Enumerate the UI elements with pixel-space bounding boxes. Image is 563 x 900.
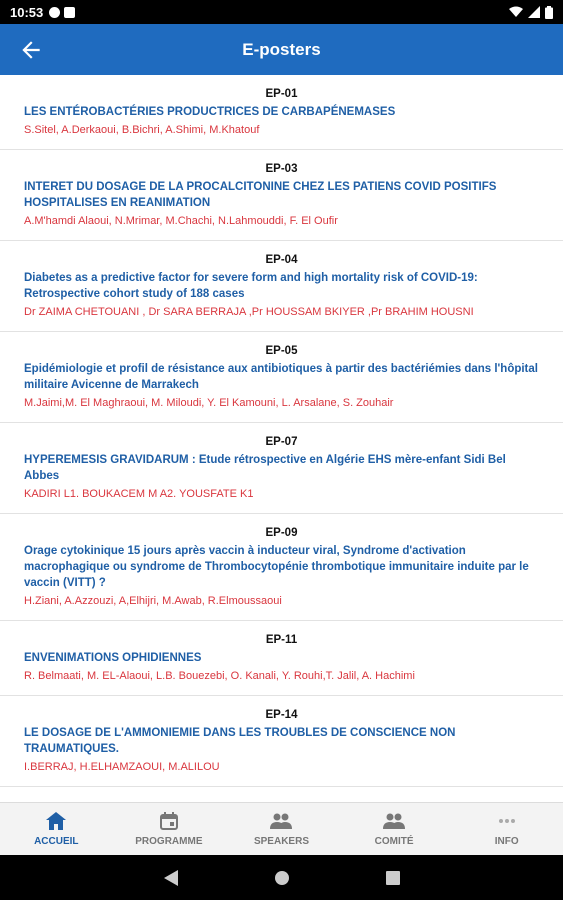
poster-title: LE DOSAGE DE L'AMMONIEMIE DANS LES TROUBLES DE CONSCIENCE NON TRAUMATIQUES. [24, 727, 456, 755]
poster-list[interactable] [0, 75, 563, 802]
poster-code: EP-01 [265, 88, 298, 100]
app-bar [0, 24, 563, 75]
poster-authors: KADIRI L1. BOUKACEM M A2. YOUSFATE K1 [24, 488, 254, 500]
people-icon [270, 811, 292, 831]
nav-label: INFO [494, 836, 519, 847]
nav-programme[interactable] [113, 803, 226, 855]
poster-authors: S.Sitel, A.Derkaoui, B.Bichri, A.Shimi, M.Khatouf [24, 124, 260, 136]
nav-label: PROGRAMME [135, 836, 203, 847]
poster-item[interactable] [0, 241, 563, 332]
poster-title: Diabetes as a predictive factor for severe form and high mortality risk of COVID-19: Retrospective cohort study of 188 cases [24, 272, 478, 300]
poster-code: EP-03 [265, 163, 298, 175]
home-icon [45, 811, 67, 831]
calendar-icon [158, 811, 180, 831]
nav-label: SPEAKERS [253, 836, 309, 847]
nav-speakers[interactable] [225, 803, 338, 855]
poster-item[interactable] [0, 514, 563, 621]
poster-code: EP-14 [265, 709, 298, 721]
battery-icon [545, 6, 553, 19]
poster-title: INTERET DU DOSAGE DE LA PROCALCITONINE CHEZ LES PATIENS COVID POSITIFS HOSPITALISES EN REANIMATION [24, 181, 497, 209]
page-title: E-posters [242, 39, 321, 59]
poster-code: EP-11 [265, 634, 298, 646]
poster-title: Orage cytokinique 15 jours après vaccin à inducteur viral, Syndrome d'activation macrophagique ou syndrome de Thrombocytopénie thrombotique immunitaire induite par le vaccin (VITT) ? [24, 545, 529, 589]
storage-notification-icon [64, 7, 75, 18]
back-triangle-icon[interactable] [164, 870, 178, 886]
poster-code: EP-05 [265, 345, 298, 357]
more-icon [496, 811, 518, 831]
poster-item[interactable] [0, 621, 563, 696]
poster-authors: R. Belmaati, M. EL-Alaoui, L.B. Bouezebi, O. Kanali, Y. Rouhi,T. Jalil, A. Hachimi [24, 670, 415, 682]
poster-authors: H.Ziani, A.Azzouzi, A,Elhijri, M.Awab, R.Elmoussaoui [24, 595, 282, 607]
status-time: 10:53 [10, 4, 44, 20]
home-circle-icon[interactable] [274, 870, 290, 886]
poster-item[interactable] [0, 423, 563, 514]
poster-authors: A.M'hamdi Alaoui, N.Mrimar, M.Chachi, N.Lahmouddi, F. El Oufir [24, 215, 338, 227]
poster-code: EP-07 [265, 436, 298, 448]
poster-item[interactable] [0, 150, 563, 241]
poster-code: EP-04 [265, 254, 298, 266]
poster-title: ENVENIMATIONS OPHIDIENNES [24, 652, 202, 664]
poster-item[interactable] [0, 75, 563, 150]
poster-authors: M.Jaimi,M. El Maghraoui, M. Miloudi, Y. El Kamouni, L. Arsalane, S. Zouhair [24, 397, 394, 409]
system-navigation-bar [0, 855, 563, 900]
poster-title: LES ENTÉROBACTÉRIES PRODUCTRICES DE CARBAPÉNEMASES [24, 106, 396, 118]
nav-label: ACCUEIL [34, 836, 79, 847]
nav-accueil[interactable] [0, 803, 113, 855]
status-bar [0, 0, 563, 24]
wifi-icon [509, 6, 523, 18]
nav-info[interactable] [450, 803, 563, 855]
signal-icon [528, 6, 540, 18]
poster-authors: Dr ZAIMA CHETOUANI , Dr SARA BERRAJA ,Pr HOUSSAM BKIYER ,Pr BRAHIM HOUSNI [24, 306, 474, 318]
app-notification-icon [49, 7, 60, 18]
back-arrow-icon[interactable] [18, 37, 44, 63]
poster-title: HYPEREMESIS GRAVIDARUM : Etude rétrospective en Algérie EHS mère-enfant Sidi Bel Abbes [24, 454, 506, 482]
poster-code: EP-09 [265, 527, 298, 539]
poster-authors: I.BERRAJ, H.ELHAMZAOUI, M.ALILOU [24, 761, 220, 773]
bottom-navigation [0, 802, 563, 855]
poster-title: Epidémiologie et profil de résistance aux antibiotiques à partir des bactériémies dans l'hôpital militaire Avicenne de Marrakech [24, 363, 538, 391]
notification-icons [49, 7, 75, 18]
recents-square-icon[interactable] [386, 871, 400, 885]
poster-item[interactable] [0, 696, 563, 787]
nav-label: COMITÉ [374, 836, 414, 847]
system-status-icons [509, 6, 553, 19]
group-icon [383, 811, 405, 831]
poster-item[interactable] [0, 332, 563, 423]
nav-comite[interactable] [338, 803, 451, 855]
